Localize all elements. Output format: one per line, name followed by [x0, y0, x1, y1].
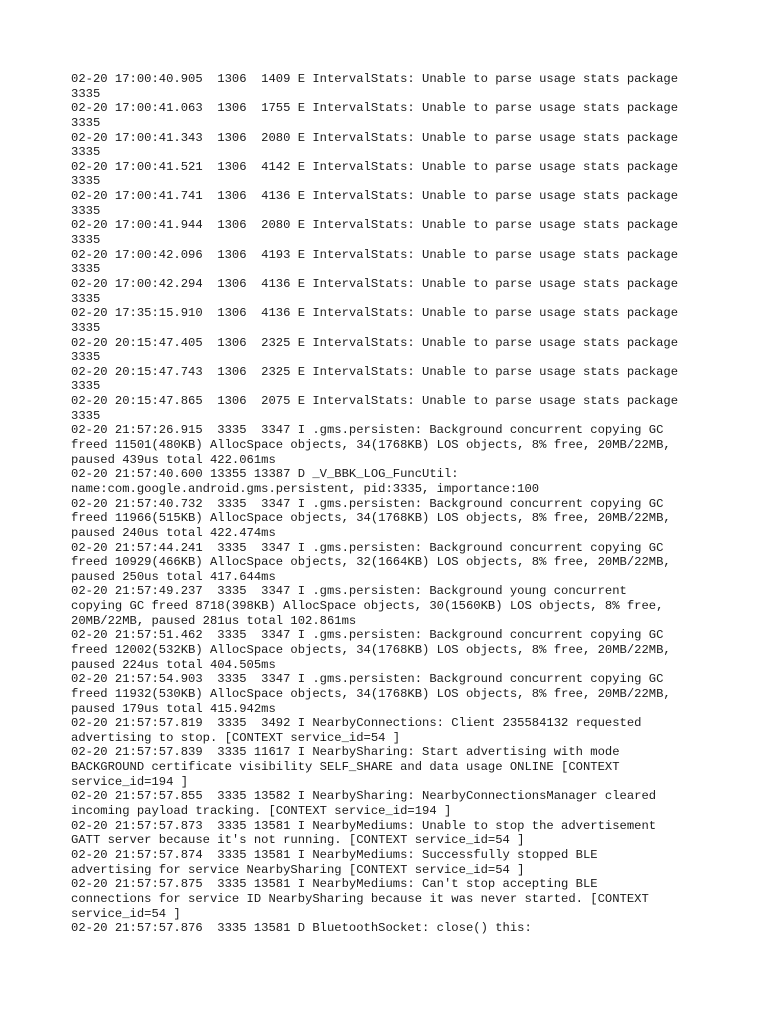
log-line: 02-20 21:57:57.839 3335 11617 I NearbySharing: Start advertising with mode	[71, 745, 620, 760]
log-line: 3335	[71, 320, 101, 335]
log-line: 02-20 17:00:42.294 1306 4136 E IntervalStats: Unable to parse usage stats package	[71, 276, 679, 291]
log-line: freed 11932(530KB) AllocSpace objects, 34(1768KB) LOS objects, 8% free, 20MB/22MB,	[71, 686, 671, 701]
log-line: 02-20 17:00:41.063 1306 1755 E IntervalStats: Unable to parse usage stats package	[71, 101, 679, 116]
log-line: 3335	[71, 408, 101, 423]
log-line: paused 439us total 422.061ms	[71, 452, 276, 467]
log-line: copying GC freed 8718(398KB) AllocSpace objects, 30(1560KB) LOS objects, 8% free,	[71, 599, 664, 614]
log-line: 02-20 21:57:57.873 3335 13581 I NearbyMediums: Unable to stop the advertisement	[71, 818, 657, 833]
log-line: 02-20 20:15:47.743 1306 2325 E IntervalStats: Unable to parse usage stats package	[71, 364, 679, 379]
log-line: 20MB/22MB, paused 281us total 102.861ms	[71, 613, 357, 628]
log-line: 02-20 20:15:47.405 1306 2325 E IntervalStats: Unable to parse usage stats package	[71, 335, 679, 350]
log-line: 02-20 21:57:40.732 3335 3347 I .gms.persisten: Background concurrent copying GC	[71, 496, 664, 511]
log-line: 02-20 21:57:57.876 3335 13581 D BluetoothSocket: close() this:	[71, 921, 532, 936]
log-line: paused 250us total 417.644ms	[71, 569, 276, 584]
log-line: 3335	[71, 174, 101, 189]
log-line: 02-20 17:00:41.944 1306 2080 E IntervalStats: Unable to parse usage stats package	[71, 218, 679, 233]
log-text-block	[71, 72, 711, 936]
log-line: 02-20 17:00:41.521 1306 4142 E IntervalStats: Unable to parse usage stats package	[71, 159, 679, 174]
log-line: 02-20 17:00:40.905 1306 1409 E IntervalStats: Unable to parse usage stats package	[71, 72, 679, 86]
log-line: advertising for service NearbySharing [CONTEXT service_id=54 ]	[71, 862, 525, 877]
log-line: 3335	[71, 350, 101, 365]
log-line: 02-20 21:57:26.915 3335 3347 I .gms.persisten: Background concurrent copying GC	[71, 423, 664, 438]
log-line: BACKGROUND certificate visibility SELF_SHARE and data usage ONLINE [CONTEXT	[71, 760, 620, 775]
log-line: 3335	[71, 115, 101, 130]
log-line: 3335	[71, 233, 101, 248]
log-line: 02-20 21:57:40.600 13355 13387 D _V_BBK_LOG_FuncUtil:	[71, 467, 459, 482]
log-line: 02-20 17:00:42.096 1306 4193 E IntervalStats: Unable to parse usage stats package	[71, 247, 679, 262]
log-line: incoming payload tracking. [CONTEXT service_id=194 ]	[71, 804, 452, 819]
log-line: paused 240us total 422.474ms	[71, 525, 276, 540]
log-line: 02-20 17:00:41.343 1306 2080 E IntervalStats: Unable to parse usage stats package	[71, 130, 679, 145]
log-line: 3335	[71, 86, 101, 101]
log-line: 02-20 21:57:44.241 3335 3347 I .gms.persisten: Background concurrent copying GC	[71, 540, 664, 555]
log-line: 3335	[71, 291, 101, 306]
log-line: 02-20 21:57:54.903 3335 3347 I .gms.persisten: Background concurrent copying GC	[71, 672, 664, 687]
log-line: freed 10929(466KB) AllocSpace objects, 32(1664KB) LOS objects, 8% free, 20MB/22MB,	[71, 555, 671, 570]
log-line: 02-20 21:57:57.874 3335 13581 I NearbyMediums: Successfully stopped BLE	[71, 847, 598, 862]
log-line: 3335	[71, 203, 101, 218]
log-line: 02-20 17:35:15.910 1306 4136 E IntervalStats: Unable to parse usage stats package	[71, 306, 679, 321]
log-line: GATT server because it's not running. [CONTEXT service_id=54 ]	[71, 833, 525, 848]
log-line: name:com.google.android.gms.persistent, pid:3335, importance:100	[71, 481, 540, 496]
log-line: 02-20 21:57:51.462 3335 3347 I .gms.persisten: Background concurrent copying GC	[71, 628, 664, 643]
log-line: paused 179us total 415.942ms	[71, 701, 276, 716]
log-line: advertising to stop. [CONTEXT service_id=54 ]	[71, 730, 401, 745]
log-line: service_id=54 ]	[71, 906, 181, 921]
log-line: 02-20 21:57:57.819 3335 3492 I NearbyConnections: Client 235584132 requested	[71, 716, 642, 731]
log-line: 3335	[71, 379, 101, 394]
log-line: 3335	[71, 262, 101, 277]
log-line: 02-20 21:57:57.875 3335 13581 I NearbyMediums: Can't stop accepting BLE	[71, 877, 598, 892]
log-line: freed 11501(480KB) AllocSpace objects, 34(1768KB) LOS objects, 8% free, 20MB/22MB,	[71, 438, 671, 453]
log-line: freed 11966(515KB) AllocSpace objects, 34(1768KB) LOS objects, 8% free, 20MB/22MB,	[71, 511, 671, 526]
log-line: paused 224us total 404.505ms	[71, 657, 276, 672]
log-line: freed 12002(532KB) AllocSpace objects, 34(1768KB) LOS objects, 8% free, 20MB/22MB,	[71, 642, 671, 657]
log-line: 02-20 21:57:57.855 3335 13582 I NearbySharing: NearbyConnectionsManager cleared	[71, 789, 657, 804]
log-line: 3335	[71, 145, 101, 160]
log-line: 02-20 21:57:49.237 3335 3347 I .gms.persisten: Background young concurrent	[71, 584, 627, 599]
log-line: connections for service ID NearbySharing because it was never started. [CONTEXT	[71, 891, 649, 906]
log-line: 02-20 20:15:47.865 1306 2075 E IntervalStats: Unable to parse usage stats package	[71, 394, 679, 409]
log-line: service_id=194 ]	[71, 774, 189, 789]
log-line: 02-20 17:00:41.741 1306 4136 E IntervalStats: Unable to parse usage stats package	[71, 189, 679, 204]
